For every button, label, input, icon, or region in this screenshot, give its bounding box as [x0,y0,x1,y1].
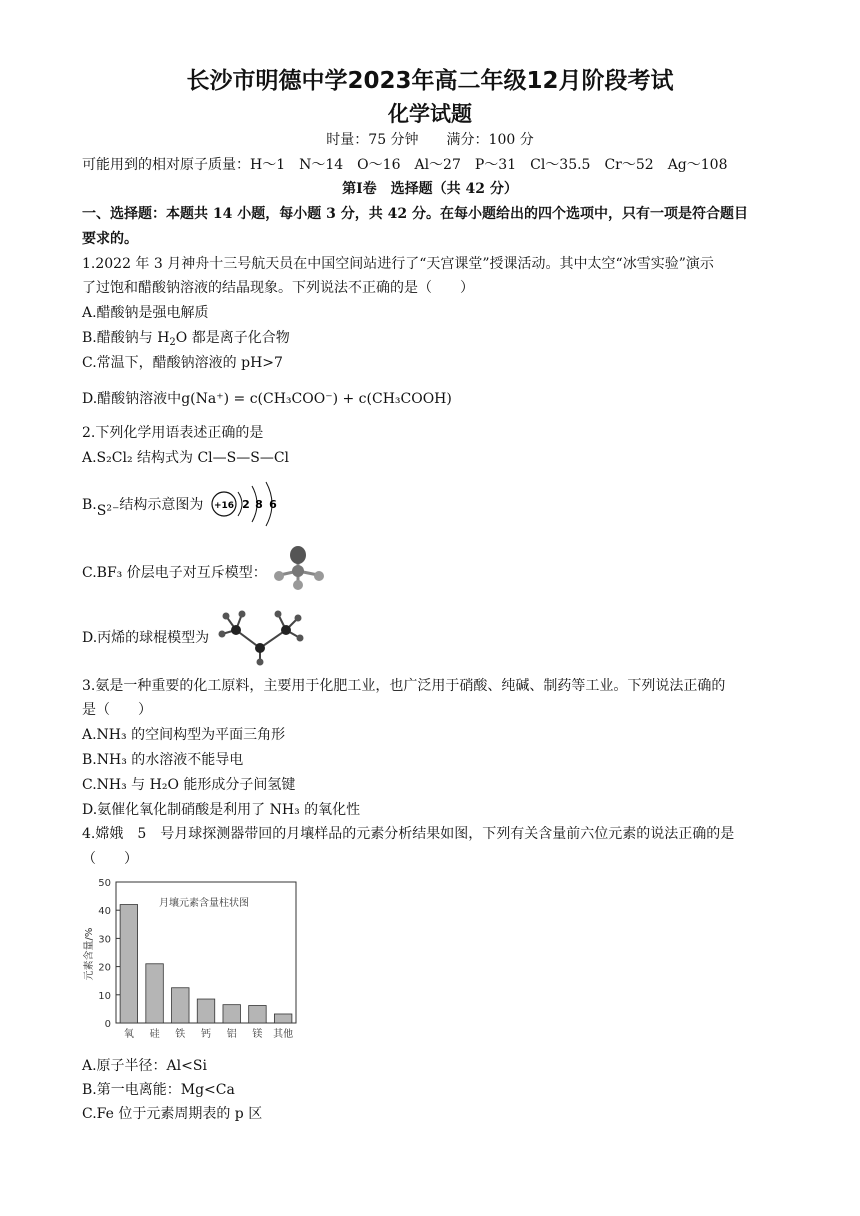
q4-option-c: C.Fe 位于元素周期表的 p 区 [82,1106,263,1122]
bar-1 [146,964,163,1023]
section-title: 第Ⅰ卷 选择题（共 42 分） [342,181,518,197]
q2-option-c: C.BF₃ 价层电子对互斥模型： [82,565,267,581]
bar-6 [274,1014,291,1023]
bar-5 [249,1006,266,1023]
time-score-line: 时量：75 分钟 满分：100 分 [326,132,534,148]
q2-option-a: A.S₂Cl₂ 结构式为 Cl—S—S—Cl [82,450,290,466]
outer-atom [314,571,324,581]
y-tick-label: 50 [98,878,111,889]
y-tick-label: 30 [98,934,111,946]
carbon-atom [255,643,265,653]
q1-option-d-formula: g(Na⁺) = c(CH₃COO⁻) + c(CH₃COOH) [181,391,452,407]
y-tick-label: 10 [98,990,111,1002]
x-tick-label: 钙 [201,1029,211,1040]
x-tick-label: 镁 [252,1029,263,1040]
q1-option-d-pre: D.醋酸钠溶液中 [82,391,182,407]
hydrogen-atom [219,631,226,638]
q3-option-d: D.氨催化氧化制硝酸是利用了 NH₃ 的氧化性 [82,802,361,818]
q3-stem-line-1: 3.氨是一种重要的化工原料，主要用于化肥工业，也广泛用于硝酸、纯碱、制药等工业。下列说法正确的 [82,678,726,694]
q3-option-b: B.NH₃ 的水溶液不能导电 [82,752,244,768]
hydrogen-atom [239,611,246,618]
x-ticks-group [124,1027,293,1040]
central-atom [292,565,304,577]
bar-4 [223,1005,240,1023]
outer-atom [293,580,303,590]
q1-option-b [82,328,290,348]
shell-electrons-2: 8 [255,498,263,511]
q1-option-b-pre: B.醋酸钠与 H [82,330,170,346]
x-tick-label: 铁 [175,1029,186,1040]
hydrogen-atom [275,611,282,618]
q2-option-b-pre: B. [82,497,97,513]
hydrogen-atom [295,615,302,622]
q1-option-b-post: O 都是离子化合物 [175,330,290,346]
instructions-line-1: 一、选择题：本题共 14 小题，每小题 3 分，共 42 分。在每小题给出的四个选项中，只有一项是符合题目 [82,206,748,222]
shell-electrons-3: 6 [269,498,277,511]
q2-option-b-post: 结构示意图为 [119,497,204,513]
q2-option-d: D.丙烯的球棍模型为 [82,630,210,646]
q2-option-b [82,495,204,519]
hydrogen-atom [257,659,264,666]
instructions-line-2: 要求的。 [82,231,138,247]
q4-option-a: A.原子半径：Al<Si [82,1058,207,1074]
q1-stem-line-1: 1.2022 年 3 月神舟十三号航天员在中国空间站进行了“天宫课堂”授课活动。其中太空“冰雪实验”演示 [82,256,714,272]
q4-stem-line-2: （ ） [82,851,138,867]
q1-option-c: C.常温下，醋酸钠溶液的 pH>7 [82,355,283,371]
x-tick-label: 铝 [226,1029,237,1040]
hydrogen-atom [223,613,230,620]
q1-option-a: A.醋酸钠是强电解质 [82,305,209,321]
hydrogen-atom [297,635,304,642]
exam-subtitle: 化学试题 [388,102,472,126]
shell-electrons-1: 2 [242,498,250,511]
lone-pair-lobe [290,546,306,564]
atomic-masses-line: 可能用到的相对原子质量：H～1 N～14 O～16 Al～27 P～31 Cl～35.5 Cr～52 Ag～108 [82,157,728,173]
q3-option-a: A.NH₃ 的空间构型为平面三角形 [82,727,286,743]
q1-option-b-sub: 2 [169,337,176,348]
carbon-atom [281,625,291,635]
bars-group [120,905,292,1023]
bar-3 [197,999,214,1023]
propene-ball-stick-model [218,608,304,666]
x-tick-label: 其他 [273,1029,294,1040]
exam-title: 长沙市明德中学2023年高二年级12月阶段考试 [186,68,674,94]
x-tick-label: 硅 [149,1029,160,1040]
y-tick-label: 0 [104,1019,111,1030]
moon-soil-element-chart [78,874,304,1046]
q3-option-c: C.NH₃ 与 H₂O 能形成分子间氢键 [82,777,296,793]
q4-stem-line-1: 4.嫦娥 5 号月球探测器带回的月壤样品的元素分析结果如图，下列有关含量前六位元素的说法正确的是 [82,826,735,842]
q2-stem: 2.下列化学用语表述正确的是 [82,425,264,441]
q3-stem-line-2: 是（ ） [82,702,152,718]
q1-stem-line-2: 了过饱和醋酸钠溶液的结晶现象。下列说法不正确的是（ ） [82,280,474,296]
y-tick-label: 40 [98,906,111,918]
outer-atom [274,571,284,581]
bar-0 [120,905,137,1023]
q2-option-b-ion: S²⁻ [96,503,120,519]
x-tick-label: 氧 [123,1029,134,1040]
y-axis-label: 元素含量/% [84,927,95,981]
bar-2 [172,988,189,1023]
carbon-atom [231,625,241,635]
y-ticks-group [98,878,120,1030]
bf3-vsepr-model [270,545,330,590]
y-tick-label: 20 [98,962,111,974]
chart-title: 月壤元素含量柱状图 [159,898,249,909]
nucleus-charge: +16 [213,501,235,511]
s2-ion-structure-diagram [210,480,282,528]
q4-option-b: B.第一电离能：Mg<Ca [82,1082,235,1098]
q1-option-d [82,389,452,409]
